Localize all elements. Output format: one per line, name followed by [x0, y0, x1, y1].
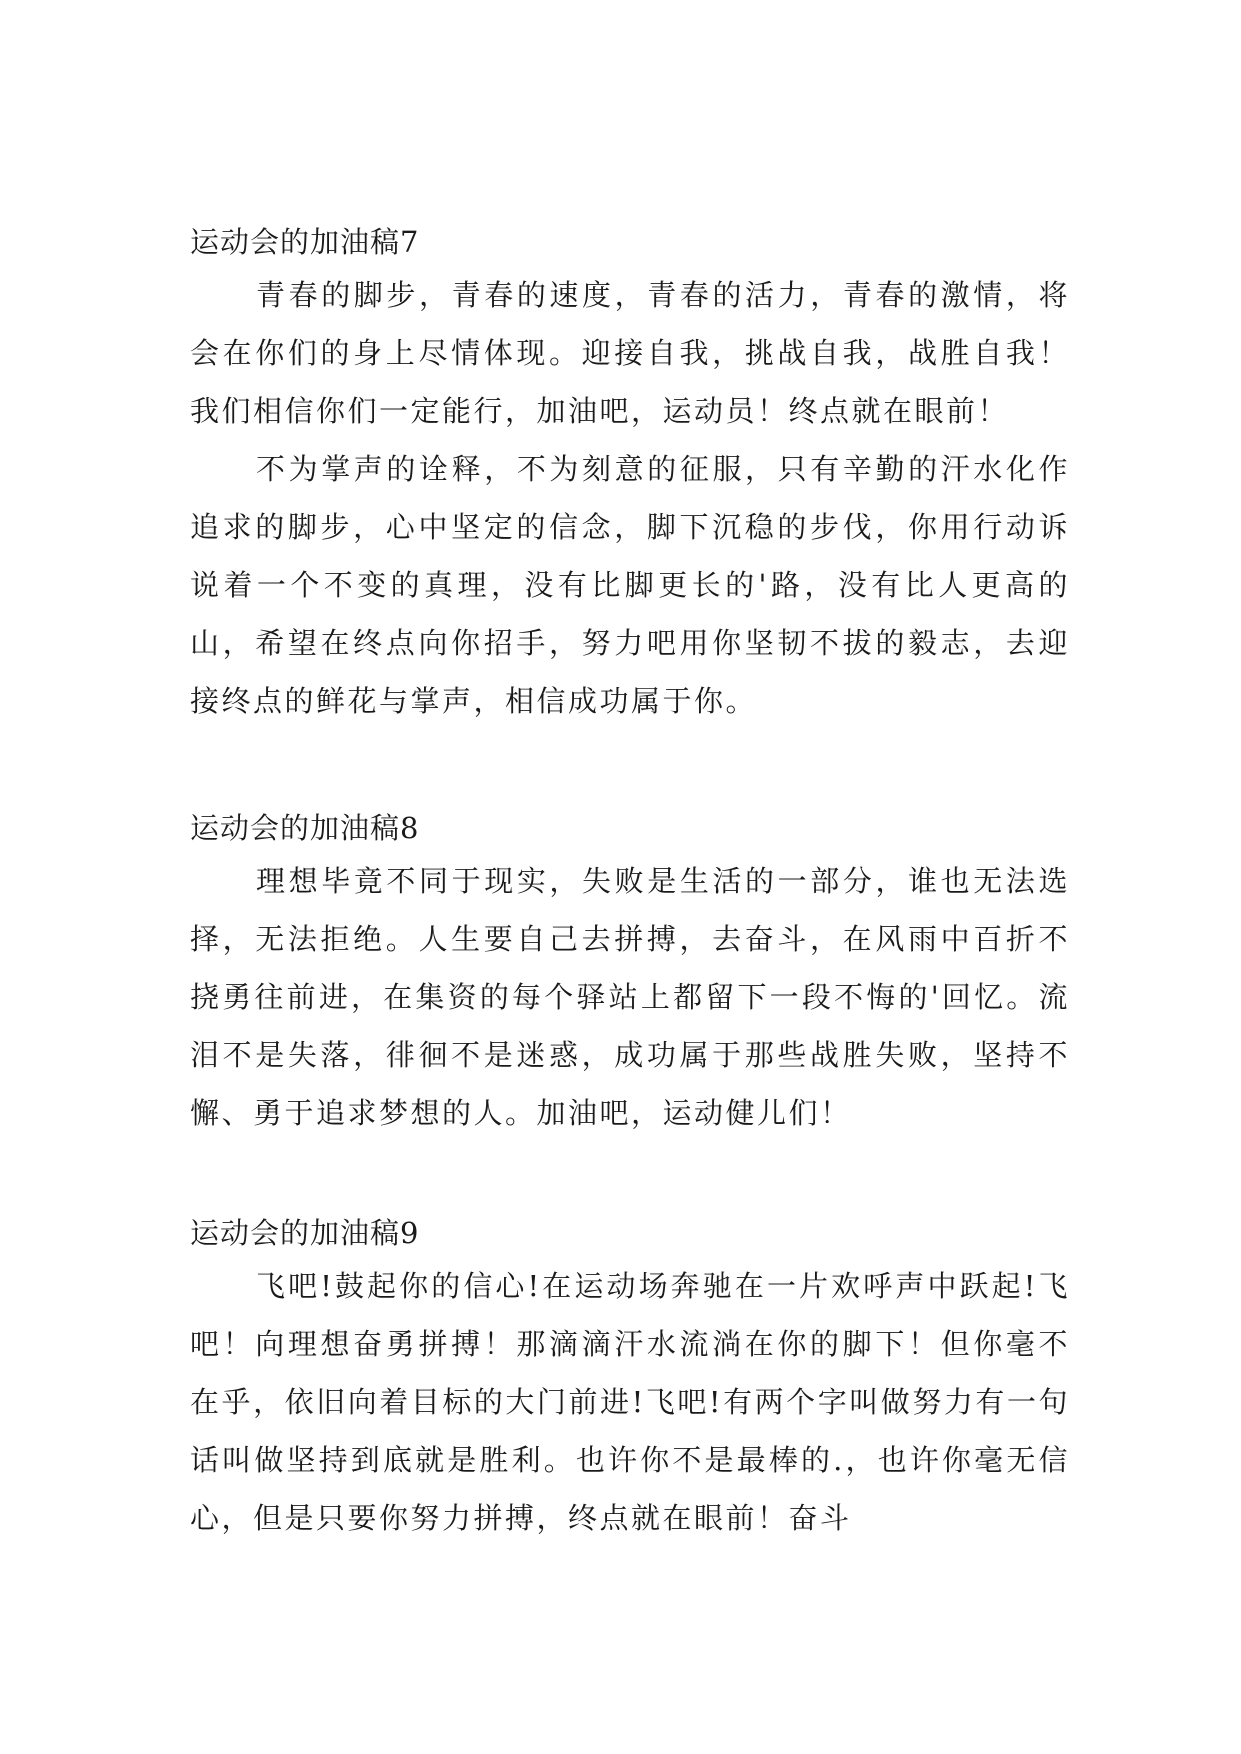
paragraph: 飞吧!鼓起你的信心!在运动场奔驰在一片欢呼声中跃起!飞吧！向理想奋勇拼搏！那滴滴汗水流淌在你的脚下！但你毫不在乎，依旧向着目标的大门前进!飞吧!有两个字叫做努力有一句话叫做坚持到底就是胜利。也许你不是最棒的.，也许你毫无信心，但是只要你努力拼搏，终点就在眼前！奋斗 — [190, 1269, 1070, 1535]
paragraph: 青春的脚步，青春的速度，青春的活力，青春的激情，将会在你们的身上尽情体现。迎接自我，挑战自我，战胜自我！我们相信你们一定能行，加油吧，运动员！终点就在眼前！ — [190, 278, 1070, 428]
section-title: 运动会的加油稿7 — [190, 225, 420, 259]
section-cheer-7 — [190, 222, 1070, 730]
paragraph: 不为掌声的诠释，不为刻意的征服，只有辛勤的汗水化作追求的脚步，心中坚定的信念，脚下沉稳的步伐，你用行动诉说着一个不变的真理，没有比脚更长的'路，没有比人更高的山，希望在终点向你招手，努力吧用你坚韧不拔的毅志，去迎接终点的鲜花与掌声，相信成功属于你。 — [190, 452, 1070, 718]
section-title: 运动会的加油稿9 — [190, 1216, 420, 1250]
section-cheer-8 — [190, 808, 1070, 1142]
section-title: 运动会的加油稿8 — [190, 811, 420, 845]
section-cheer-9 — [190, 1213, 1070, 1547]
paragraph: 理想毕竟不同于现实，失败是生活的一部分，谁也无法选择，无法拒绝。人生要自己去拼搏，去奋斗，在风雨中百折不挠勇往前进，在集资的每个驿站上都留下一段不悔的'回忆。流泪不是失落，徘徊不是迷惑，成功属于那些战胜失败，坚持不懈、勇于追求梦想的人。加油吧，运动健儿们！ — [190, 864, 1070, 1130]
